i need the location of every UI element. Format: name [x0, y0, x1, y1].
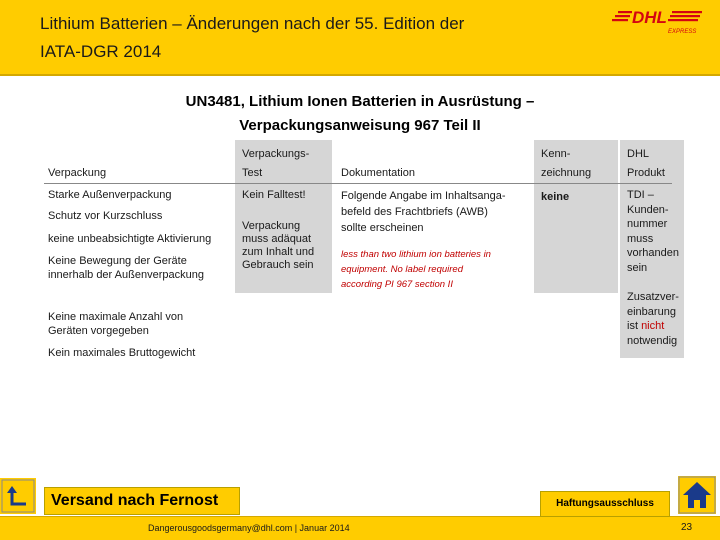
slide-title-line1: Lithium Batterien – Änderungen nach der 55. Edition der — [40, 14, 465, 33]
dokumentation-line: befeld des Frachtbriefs (AWB) — [341, 206, 488, 218]
header-dhl-line1: DHL — [627, 148, 650, 160]
dhl-produkt-line: TDI – — [627, 189, 654, 201]
test-falltest: Kein Falltest! — [242, 189, 306, 201]
header-kenn-line1: Kenn- — [541, 148, 571, 160]
dokumentation-line: sollte erscheinen — [341, 222, 424, 234]
awb-line: according PI 967 section II — [341, 279, 453, 290]
dhl-produkt-line: einbarung — [627, 305, 676, 318]
page-number: 23 — [681, 522, 693, 533]
dhl-logo — [612, 6, 708, 38]
dhl-produkt-line: vorhanden — [627, 247, 679, 259]
dhl-produkt-tdi — [627, 188, 679, 275]
dhl-logo-text: DHL — [632, 8, 667, 27]
test-verpackung-adaequat — [242, 220, 314, 272]
dhl-produkt-line: muss — [627, 232, 654, 245]
test-line: Verpackung — [242, 220, 301, 232]
main-title — [36, 90, 684, 138]
verpackung-item-line: Keine Bewegung der Geräte — [48, 255, 187, 267]
dhl-logo-subtext: EXPRESS — [668, 29, 697, 35]
verpackung-item — [48, 310, 183, 338]
verpackung-item: Schutz vor Kurzschluss — [48, 210, 163, 222]
home-button[interactable] — [678, 476, 716, 514]
test-line: muss adäquat — [242, 233, 312, 245]
test-line: Gebrauch sein — [242, 259, 314, 271]
header-verpackung: Verpackung — [48, 167, 107, 179]
verpackung-item-line: Keine maximale Anzahl von — [48, 311, 184, 323]
dhl-produkt-line: sein — [627, 261, 648, 274]
dhl-produkt-text: ist — [627, 320, 642, 332]
dhl-produkt-line: notwendig — [627, 334, 678, 347]
kennzeichnung-value: keine — [541, 191, 570, 203]
home-icon — [678, 476, 716, 514]
verpackung-item — [48, 254, 204, 282]
versand-nach-fernost-button[interactable]: Versand nach Fernost — [44, 487, 240, 515]
dokumentation-awb-text — [341, 247, 491, 292]
dhl-produkt-line: Zusatzver- — [627, 291, 679, 303]
footer-bar — [0, 516, 720, 540]
slide-title-line2: IATA-DGR 2014 — [40, 42, 162, 61]
dhl-produkt-line — [627, 319, 679, 334]
test-line: zum Inhalt und — [242, 246, 315, 258]
main-title-line1: UN3481, Lithium Ionen Batterien in Ausrüstung – — [185, 93, 535, 110]
awb-line: equipment. No label required — [341, 264, 463, 275]
nicht-highlight: nicht — [641, 320, 665, 332]
awb-line: less than two lithium ion batteries in — [341, 249, 491, 260]
dokumentation-line: Folgende Angabe im Inhaltsanga- — [341, 190, 506, 202]
verpackung-item-line: innerhalb der Außenverpackung — [48, 269, 204, 281]
verpackung-item: Kein maximales Bruttogewicht — [48, 347, 196, 359]
footer-contact: Dangerousgoodsgermany@dhl.com | Januar 2014 — [148, 523, 350, 533]
haftungsausschluss-button[interactable]: Haftungsausschluss — [540, 491, 670, 517]
verpackung-item: Starke Außenverpackung — [48, 189, 172, 201]
verpackung-item-line: Geräten vorgegeben — [48, 325, 149, 337]
header-verpackungs-test — [242, 145, 309, 183]
header-dhl-line2: Produkt — [627, 167, 665, 179]
return-arrow-icon — [0, 478, 36, 514]
dhl-produkt-line: nummer — [627, 218, 668, 230]
dokumentation-text — [341, 188, 506, 236]
header-kenn-line2: zeichnung — [541, 167, 592, 179]
slide-title — [40, 10, 600, 66]
table-header-divider — [44, 183, 672, 184]
header-test-line1: Verpackungs- — [242, 148, 310, 160]
back-button[interactable] — [0, 478, 36, 514]
dhl-produkt-line: Kunden- — [627, 203, 669, 216]
header-dokumentation: Dokumentation — [341, 167, 415, 179]
dhl-produkt-zusatz — [627, 290, 679, 348]
main-title-line2: Verpackungsanweisung 967 Teil II — [239, 117, 481, 134]
header-dhl-produkt — [627, 145, 665, 183]
verpackung-item: keine unbeabsichtigte Aktivierung — [48, 233, 212, 245]
header-test-line2: Test — [242, 167, 263, 179]
header-kennzeichnung — [541, 145, 591, 183]
